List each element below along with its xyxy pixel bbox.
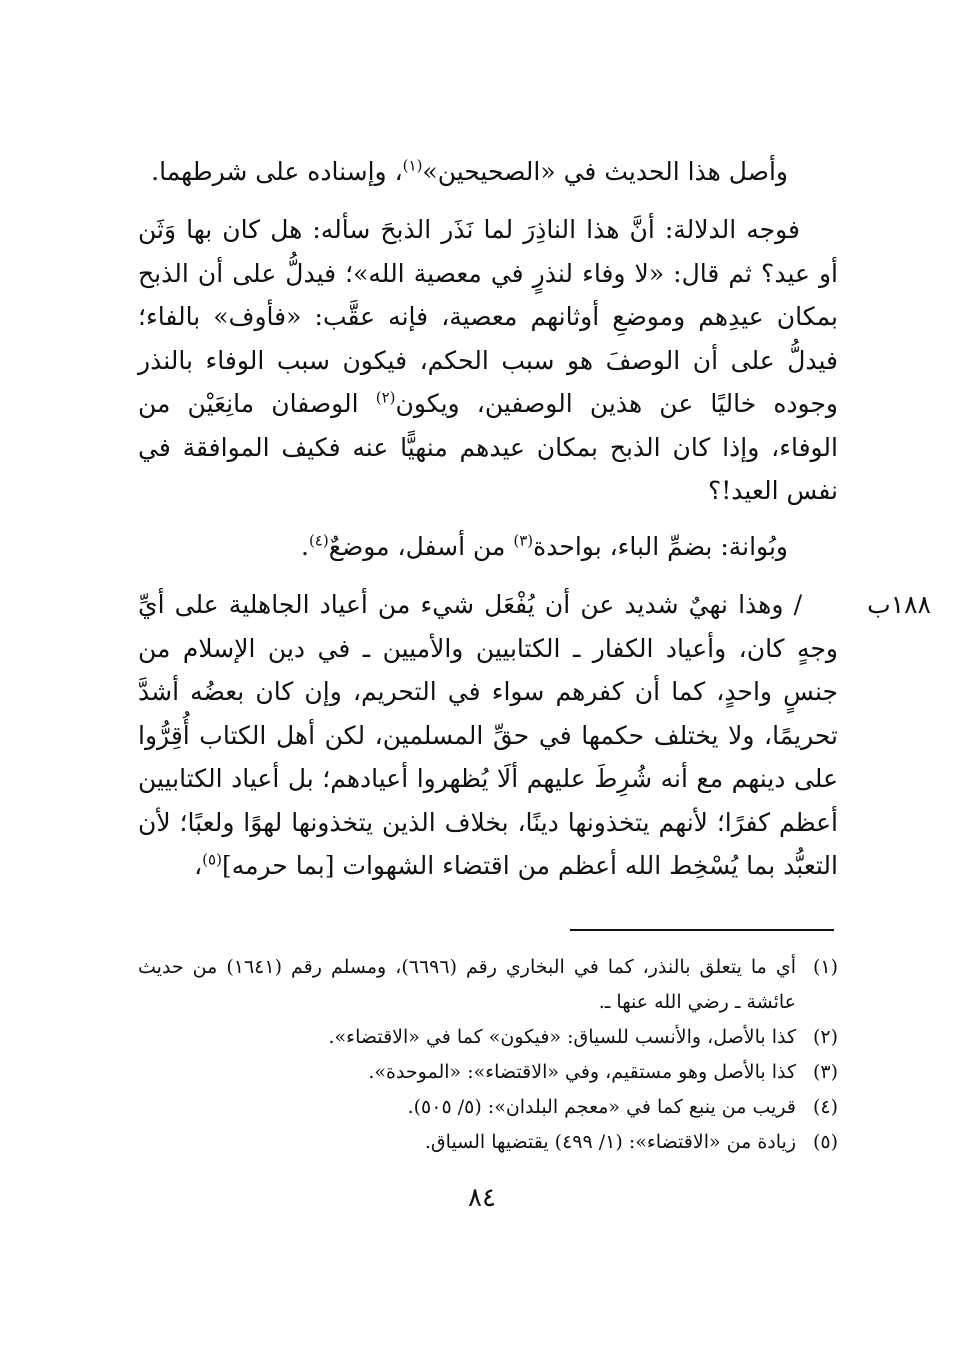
paragraph-text: وبُوانة: بضمِّ الباء، بواحدة	[533, 532, 788, 561]
footnote-ref-3: (٣)	[513, 531, 534, 550]
footnote-text: قريب من ينبع كما في «معجم البلدان»: (٥/ ٥٠٥).	[407, 1096, 796, 1118]
footnote-number: (٤)	[812, 1096, 838, 1118]
footnote-ref-2: (٢)	[375, 388, 396, 407]
footnote-item	[138, 950, 838, 1020]
footnote-text: أي ما يتعلق بالنذر، كما في البخاري رقم (٦٦٩٦)، ومسلم رقم (١٦٤١) من حديث عائشة ـ رضي الله عنها ـ.	[138, 956, 797, 1013]
paragraph-text: ،	[194, 851, 203, 880]
footnote-text: كذا بالأصل وهو مستقيم، وفي «الاقتضاء»: «الموحدة».	[368, 1061, 796, 1083]
footnote-item	[138, 1055, 838, 1090]
paragraph-festivals-prohibition	[138, 583, 838, 888]
paragraph-text: ، وإسناده على شرطهما.	[151, 157, 403, 186]
page-number: ٨٤	[468, 1183, 496, 1213]
footnote-ref-1: (١)	[402, 156, 423, 175]
footnote-text: كذا بالأصل، والأنسب للسياق: «فيكون» كما في «الاقتضاء».	[328, 1026, 796, 1048]
paragraph-text: الوصفان مانِعَيْن من الوفاء، وإذا كان الذبح بمكان عيدهم منهيًّا عنه فكيف الموافقة في نفس العيد!؟	[138, 389, 838, 505]
footnote-ref-4: (٤)	[308, 531, 329, 550]
footnotes-section	[138, 950, 838, 1160]
footnote-text: زيادة من «الاقتضاء»: (١/ ٤٩٩) يقتضيها السياق.	[424, 1131, 796, 1153]
footnote-item	[138, 1125, 838, 1160]
paragraph-text: فوجه الدلالة: أنَّ هذا الناذِرَ لما نَذَر الذبحَ سأله: هل كان بها وَثَن أو عيد؟ ثم قال: «لا وفاء لنذرٍ في معصية الله»؛ فيدلُّ على أن الذبح بمكان عيدِهم وموضعِ أوثانهم معصية، فإنه عقَّب: «فأوف» بالفاء؛ فيدلُّ على أن الوصفَ هو سبب الحكم، فيكون سبب الوفاء بالنذر وجوده خاليًا عن هذين الوصفين، ويكون	[138, 215, 839, 418]
footnote-number: (٥)	[812, 1131, 838, 1153]
footnote-number: (٢)	[812, 1026, 838, 1048]
paragraph-buwana	[138, 525, 838, 569]
paragraph-hadith-origin	[138, 150, 838, 194]
footnote-item	[138, 1090, 838, 1125]
footnote-divider	[570, 929, 834, 931]
footnote-number: (٣)	[812, 1061, 838, 1083]
paragraph-text: من أسفل، موضعٌ	[328, 532, 514, 561]
footnote-ref-5: (٥)	[202, 850, 222, 869]
paragraph-text: .	[300, 532, 309, 561]
paragraph-evidence	[138, 208, 838, 513]
manuscript-folio-marker: ١٨٨ب	[867, 590, 931, 619]
paragraph-text: / وهذا نهيٌ شديد عن أن يُفْعَل شيء من أعياد الجاهلية على أيِّ وجهٍ كان، وأعياد الكفار ـ الكتابيين والأميين ـ في دين الإسلام من جنسٍ واحدٍ، كما أن كفرهم سواء في التحريم، وإن كان بعضُه أشدَّ تحريمًا، ولا يختلف حكمها في حقِّ المسلمين، لكن أهل الكتاب أُقِرُّوا على دينهم مع أنه شُرِطَ عليهم ألَا يُظهروا أعيادهم؛ بل أعياد الكتابيين أعظم كفرًا؛ لأنهم يتخذونها دينًا، بخلاف الذين يتخذونها لهوًا ولعبًا؛ لأن التعبُّد بما يُسْخِط الله أعظم من اقتضاء الشهوات [بما حرمه]	[138, 590, 838, 880]
paragraph-text: وأصل هذا الحديث في «الصحيحين»	[422, 157, 788, 186]
footnote-number: (١)	[812, 956, 838, 978]
footnote-item	[138, 1020, 838, 1055]
